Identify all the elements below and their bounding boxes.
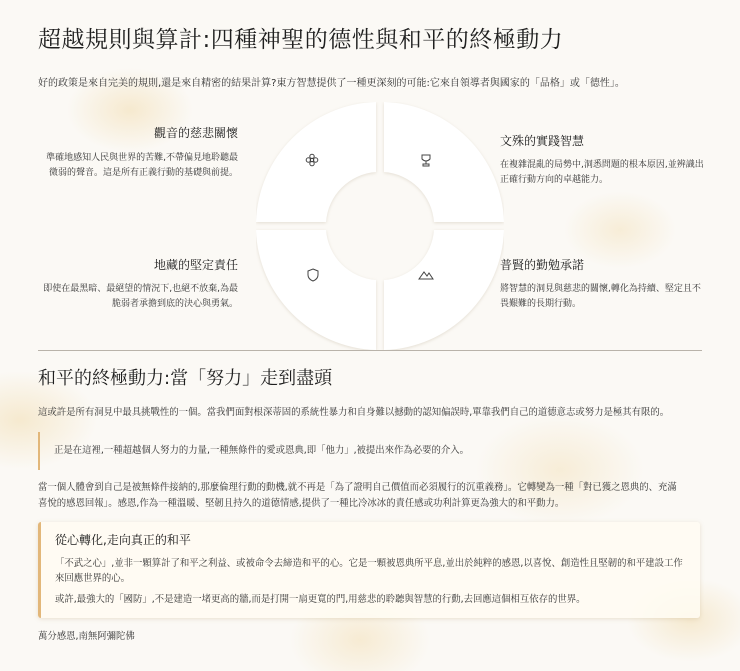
virtue-guanyin-title: 觀音的慈悲關懷 (153, 126, 238, 140)
virtue-ksitigarbha-title: 地藏的堅定責任 (153, 258, 238, 272)
section-divider (38, 350, 702, 351)
virtue-manjushri-body: 在複雜混亂的局勢中,洞悉問題的根本原因,並辨識出正確行動方向的卓越能力。 (500, 160, 704, 185)
highlight-card (38, 522, 700, 618)
intro-text: 好的政策是來自完美的規則,還是來自精密的結果計算?東方智慧提供了一種更深刻的可能:它來自領導者與國家的「品格」或「德性」。 (38, 78, 625, 89)
virtue-guanyin-body: 準確地感知人民與世界的苦難,不帶偏見地聆聽最微弱的聲音。這是所有正義行動的基礎與前提。 (46, 153, 238, 178)
virtue-guanyin (38, 124, 238, 181)
footer-text: 萬分感恩,南無阿彌陀佛 (38, 631, 135, 642)
virtue-manjushri (500, 132, 704, 188)
pull-quote-text: 正是在這裡,一種超越個人努力的力量,一種無條件的愛或恩典,即「他力」,被提出來作為必要的介入。 (54, 445, 470, 456)
wheel-segment-top-right (384, 102, 504, 222)
section-heading: 和平的終極動力:當「努力」走到盡頭 (38, 368, 333, 389)
virtue-ksitigarbha-body: 即使在最黑暗、最絕望的情況下,也絕不放棄,為最脆弱者承擔到底的決心與勇氣。 (43, 284, 238, 309)
pull-quote (38, 432, 688, 470)
virtue-wheel (256, 102, 504, 350)
section-paragraph-2-line-1: 當一個人體會到自己是被無條件接納的,那麼倫理行動的動機,就不再是「為了證明自己價值而必須履行的沉重義務」。它轉變為一種「對已獲之恩典的、充滿 (38, 482, 677, 493)
card-paragraph-1: 「不武之心」,並非一顆算計了和平之利益、或被命令去締造和平的心。它是一顆被恩典所平息,並出於純粹的感恩,以喜悅、創造性且堅韌的和平建設工作來回應世界的心。 (55, 558, 683, 584)
card-paragraph-2: 或許,最強大的「國防」,不是建造一堵更高的牆,而是打開一扇更寬的門,用慈悲的聆聽與智慧的行動,去回應這個相互依存的世界。 (55, 594, 586, 605)
wheel-segment-bottom-left (256, 230, 376, 350)
card-title: 從心轉化,走向真正的和平 (55, 533, 191, 547)
page-title: 超越規則與算計:四種神聖的德性與和平的終極動力 (38, 27, 564, 53)
virtue-samantabhadra-title: 普賢的勤勉承諾 (500, 258, 585, 272)
wheel-segment-bottom-right (384, 230, 504, 350)
section-paragraph-2 (38, 480, 702, 512)
virtue-samantabhadra-body: 將智慧的洞見與慈悲的關懷,轉化為持續、堅定且不畏艱難的長期行動。 (500, 284, 701, 309)
section-paragraph-2-line-2: 喜悅的感恩回報」。感恩,作為一種溫暖、堅韌且持久的道德情感,提供了一種比冷冰冰的責任感或功利計算更為強大的和平動力。 (38, 498, 565, 509)
virtue-samantabhadra (500, 256, 704, 312)
section-paragraph-1: 這或許是所有洞見中最具挑戰性的一個。當我們面對根深蒂固的系統性暴力和自身難以撼動的認知偏誤時,單靠我們自己的道德意志或努力是極其有限的。 (38, 407, 670, 418)
virtue-ksitigarbha (38, 256, 238, 312)
virtue-manjushri-title: 文殊的實踐智慧 (500, 134, 585, 148)
